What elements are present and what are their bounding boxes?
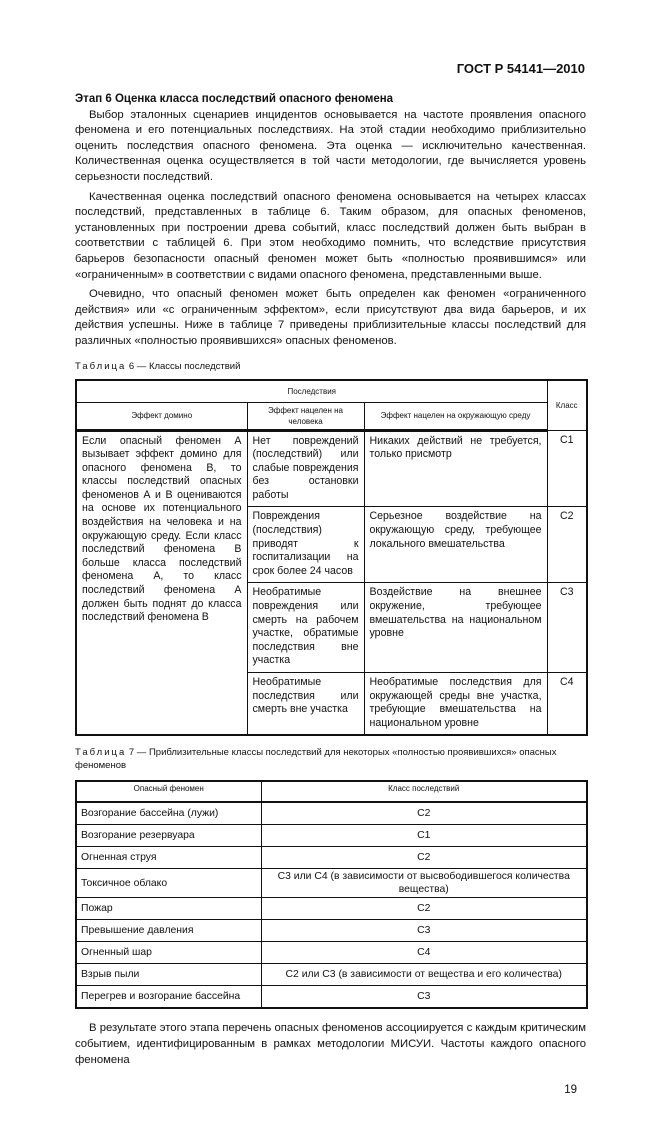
env-cell: Никаких действий не требуется, только присмотр	[364, 430, 547, 507]
class-cell: С3	[547, 583, 587, 673]
table-row	[76, 964, 587, 986]
table-row	[76, 986, 587, 1009]
caption-text: 6 — Классы последствий	[126, 360, 241, 372]
class-cell: С2	[261, 847, 587, 869]
table-row	[76, 430, 587, 507]
class-cell: С2 или С3 (в зависимости от вещества и его количества)	[261, 964, 587, 986]
human-cell: Необратимые повреждения или смерть на рабочем участке, обратимые последствия вне участка	[247, 583, 364, 673]
phenomenon-cell: Перегрев и возгорание бассейна	[76, 986, 261, 1009]
domino-cell: Если опасный феномен А вызывает эффект домино для опасного феномена В, то классы последствий опасных феноменов А и В оцениваются на основе их потенциального воздействия на человека и на окружающую среду. Если класс последствий феномена В больше класса последствий феномена А, то класс последствий феномена А должен быть поднят до класса последствий феномена В	[76, 430, 247, 735]
table-row	[76, 847, 587, 869]
consequence-classes-table	[75, 379, 588, 737]
table6-caption	[75, 360, 586, 373]
class-cell: С2	[261, 802, 587, 825]
phenomenon-cell: Огненный шар	[76, 942, 261, 964]
header-class: Класс последствий	[261, 781, 587, 802]
paragraph: Очевидно, что опасный феномен может быть определен как феномен «ограниченного действия» или «с ограниченным эффектом», если присутствуют два вида барьеров, и их действия успешны. Ниже в таблице 7 приведены приблизительные классы последствий для различных «полностью проявившихся» опасных феноменов.	[75, 288, 586, 347]
header-phenomenon: Опасный феномен	[76, 781, 261, 802]
class-cell: С1	[261, 825, 587, 847]
header-class: Класс	[547, 380, 587, 431]
closing-body	[75, 1021, 586, 1068]
env-cell: Воздействие на внешнее окружение, требующее вмешательства на национальном уровне	[364, 583, 547, 673]
document-code: ГОСТ Р 54141—2010	[456, 61, 585, 76]
phenomenon-cell: Пожар	[76, 898, 261, 920]
table-row	[76, 920, 587, 942]
header-consequences: Последствия	[76, 380, 547, 403]
phenomenon-cell: Огненная струя	[76, 847, 261, 869]
class-cell: С3	[261, 986, 587, 1009]
header-env: Эффект нацелен на окружающую среду	[364, 402, 547, 430]
class-cell: С3 или С4 (в зависимости от высвободившегося количества вещества)	[261, 869, 587, 898]
paragraph: Качественная оценка последствий опасного феномена основывается на четырех классах последствий, представленных в таблице 6. Таким образом, для опасных феноменов, установленных при построении древа событий, класс последствий должен быть выбран в соответствии с таблицей 6. При этом необходимо помнить, что вследствие присутствия барьеров безопасности опасный феномен может быть «полностью проявившимся» или «ограниченным» в соответствии с видами опасного феномена, представленными выше.	[75, 190, 586, 281]
human-cell: Повреждения (последствия) приводят к госпитализации на срок более 24 часов	[247, 507, 364, 583]
table-row	[76, 869, 587, 898]
class-cell: С1	[547, 430, 587, 507]
header-human: Эффект нацелен на человека	[247, 402, 364, 430]
phenomenon-cell: Взрыв пыли	[76, 964, 261, 986]
env-cell: Серьезное воздействие на окружающую среду, требующее локального вмешательства	[364, 507, 547, 583]
class-cell: С3	[261, 920, 587, 942]
human-cell: Нет повреждений (последствий) или слабые повреждения без остановки работы	[247, 430, 364, 507]
section-heading: Этап 6 Оценка класса последствий опасного феномена	[75, 93, 394, 105]
table-row	[76, 802, 587, 825]
human-cell: Необратимые последствия или смерть вне участка	[247, 673, 364, 736]
class-cell: С4	[261, 942, 587, 964]
page-number: 19	[564, 1084, 577, 1097]
phenomena-classes-table	[75, 780, 588, 1009]
env-cell: Необратимые последствия для окружающей среды вне участка, требующие вмешательства на национальном уровне	[364, 673, 547, 736]
class-cell: С4	[547, 673, 587, 736]
table-row	[76, 942, 587, 964]
phenomenon-cell: Возгорание бассейна (лужи)	[76, 802, 261, 825]
table-row	[76, 825, 587, 847]
paragraph: В результате этого этапа перечень опасных феноменов ассоциируется с каждым критическим событием, идентифицированным в рамках методологии МИСУИ. Частоты каждого опасного феномена	[75, 1022, 586, 1066]
section-body	[75, 92, 586, 350]
class-cell: С2	[547, 507, 587, 583]
caption-label: Таблица	[75, 747, 127, 759]
paragraph: Выбор эталонных сценариев инцидентов основывается на частоте проявления опасного феномена и его потенциальных последствиях. На этой стадии необходимо приблизительно оценить последствия опасного феномена. Эта оценка — исключительно качественная. Количественная оценка осуществляется в той части методологии, где вычисляется уровень серьезности последствий.	[75, 108, 586, 183]
class-cell: С2	[261, 898, 587, 920]
caption-label: Таблица	[75, 360, 127, 372]
table7-caption	[75, 746, 586, 772]
table-row	[76, 898, 587, 920]
caption-text: 7 — Приблизительные классы последствий для некоторых «полностью проявившихся» опасных феноменов	[75, 747, 557, 772]
phenomenon-cell: Превышение давления	[76, 920, 261, 942]
phenomenon-cell: Токсичное облако	[76, 869, 261, 898]
phenomenon-cell: Возгорание резервуара	[76, 825, 261, 847]
header-domino: Эффект домино	[76, 402, 247, 430]
